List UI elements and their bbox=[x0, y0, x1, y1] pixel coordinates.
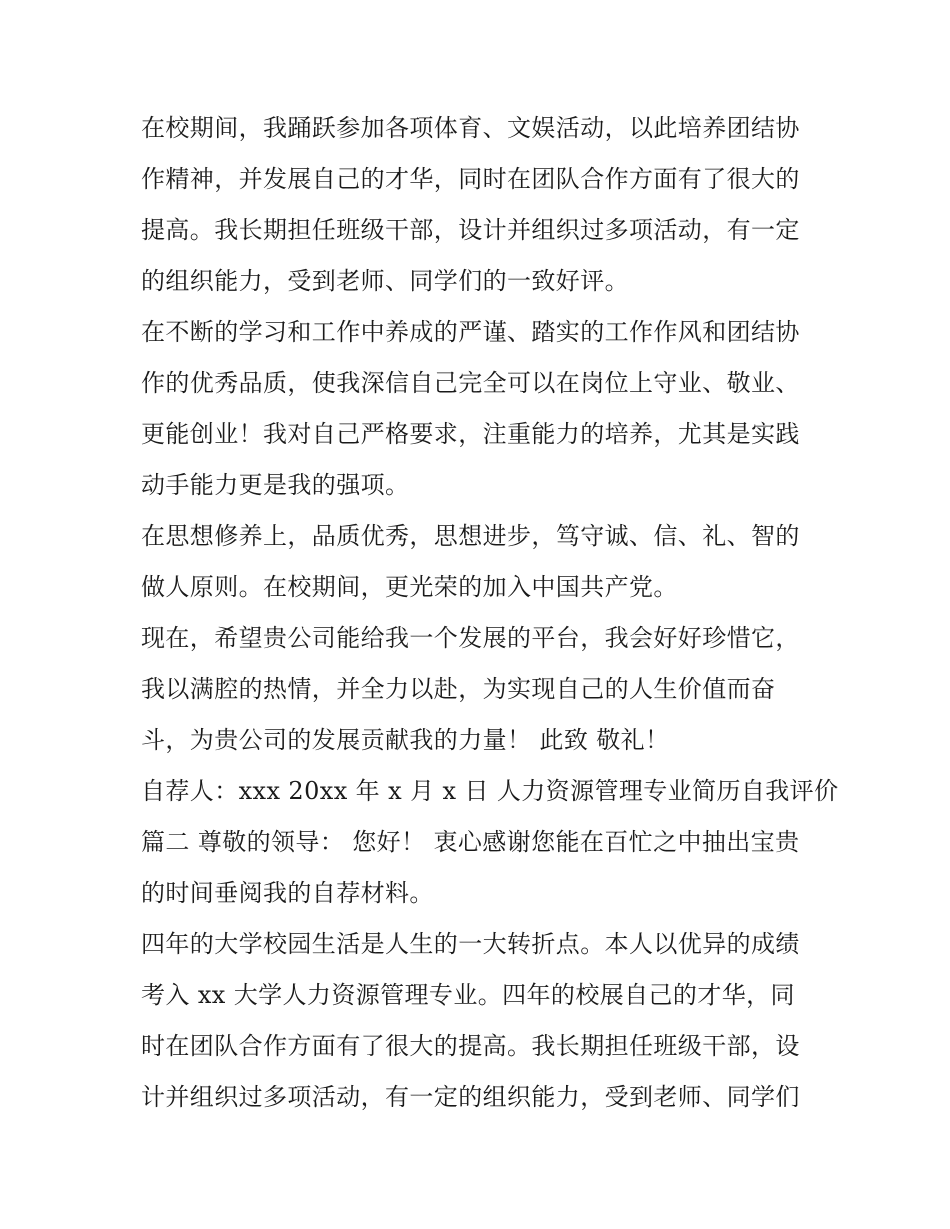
text-line: 作的优秀品质，使我深信自己完全可以在岗位上守业、敬业、 bbox=[141, 369, 800, 397]
text-line: 的时间垂阅我的自荐材料。 bbox=[141, 879, 434, 907]
text-line: 现在，希望贵公司能给我一个发展的平台，我会好好珍惜它， bbox=[141, 624, 800, 652]
document-body-text bbox=[141, 103, 839, 1123]
text-line: 斗，为贵公司的发展贡献我的力量！ 此致 敬礼！ bbox=[141, 726, 670, 754]
text-line: 做人原则。在校期间，更光荣的加入中国共产党。 bbox=[141, 573, 678, 601]
text-line: 考入 xx 大学人力资源管理专业。四年的校展自己的才华，同 bbox=[141, 981, 795, 1009]
text-line: 篇二 尊敬的领导： 您好！ 衷心感谢您能在百忙之中抽出宝贵 bbox=[141, 828, 800, 856]
text-line: 提高。我长期担任班级干部，设计并组织过多项活动，有一定 bbox=[141, 216, 800, 244]
text-line: 在校期间，我踊跃参加各项体育、文娱活动，以此培养团结协 bbox=[141, 114, 800, 142]
text-line: 四年的大学校园生活是人生的一大转折点。本人以优异的成绩 bbox=[141, 930, 800, 958]
text-line: 时在团队合作方面有了很大的提高。我长期担任班级干部，设 bbox=[141, 1032, 800, 1060]
text-line: 自荐人：xxx 20xx 年 x 月 x 日 人力资源管理专业简历自我评价 bbox=[141, 777, 839, 805]
text-line: 我以满腔的热情，并全力以赴，为实现自己的人生价值而奋 bbox=[141, 675, 776, 703]
text-line: 动手能力更是我的强项。 bbox=[141, 471, 410, 499]
text-line: 在不断的学习和工作中养成的严谨、踏实的工作作风和团结协 bbox=[141, 318, 800, 346]
text-line: 更能创业！我对自己严格要求，注重能力的培养，尤其是实践 bbox=[141, 420, 800, 448]
text-line: 的组织能力，受到老师、同学们的一致好评。 bbox=[141, 267, 629, 295]
text-line: 作精神，并发展自己的才华，同时在团队合作方面有了很大的 bbox=[141, 165, 800, 193]
text-line: 在思想修养上，品质优秀，思想进步，笃守诚、信、礼、智的 bbox=[141, 522, 800, 550]
text-line: 计并组织过多项活动，有一定的组织能力，受到老师、同学们 bbox=[141, 1083, 800, 1111]
